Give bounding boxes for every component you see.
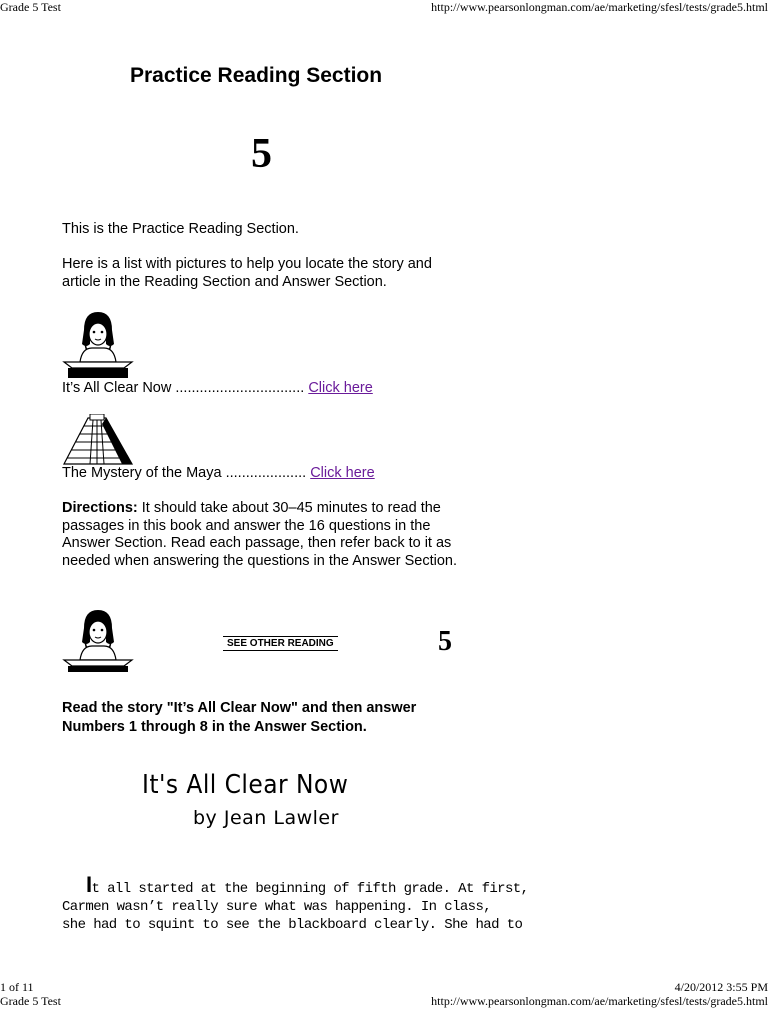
story-title: It's All Clear Now [142,770,349,800]
pyramid-icon [62,414,134,466]
directions-label: Directions: [62,500,138,516]
grade-number: 5 [251,131,272,177]
click-here-link-1[interactable]: Click here [308,380,373,396]
item-row-2 [62,465,375,483]
intro-line-2: Here is a list with pictures to help you locate the story and article in the Reading Section and Answer Section. [62,256,432,290]
story-instruction: Read the story "It’s All Clear Now" and then answer Numbers 1 through 8 in the Answer Section. [62,700,417,735]
header-title: Grade 5 Test [0,0,61,14]
see-other-reading-label: SEE OTHER READING [223,636,338,651]
directions-text: It should take about 30–45 minutes to read the passages in this book and answer the 16 questions in the Answer Section. Read each passage, then refer back to it as needed when answering the questions in the Answer Section. [62,500,457,569]
footer-page-count: 1 of 11 [0,980,34,994]
item-title-2: The Mystery of the Maya .................... [62,465,307,481]
girl-reading-icon [62,310,134,378]
page-title: Practice Reading Section [130,64,383,87]
drop-cap: I [86,872,92,897]
footer-title: Grade 5 Test [0,994,61,1008]
footer-url: http://www.pearsonlongman.com/ae/marketing/sfesl/tests/grade5.html [431,994,768,1008]
story-byline: by Jean Lawler [193,807,339,829]
story-line-2: Carmen wasn’t really sure what was happening. In class, [62,899,492,915]
item-row-1 [62,380,373,398]
directions-paragraph [62,500,464,570]
item-title-1: It’s All Clear Now ................................ [62,380,305,396]
story-line-1: t all started at the beginning of fifth grade. At first, [91,881,529,897]
intro-line-1: This is the Practice Reading Section. [62,221,299,237]
story-paragraph [62,872,529,934]
banner-grade-number: 5 [438,626,452,657]
girl-reading-icon-banner [62,608,134,676]
footer-datetime: 4/20/2012 3:55 PM [674,980,768,994]
click-here-link-2[interactable]: Click here [310,465,375,481]
story-line-3: she had to squint to see the blackboard clearly. She had to [62,917,523,933]
header-url: http://www.pearsonlongman.com/ae/marketing/sfesl/tests/grade5.html [431,0,768,14]
